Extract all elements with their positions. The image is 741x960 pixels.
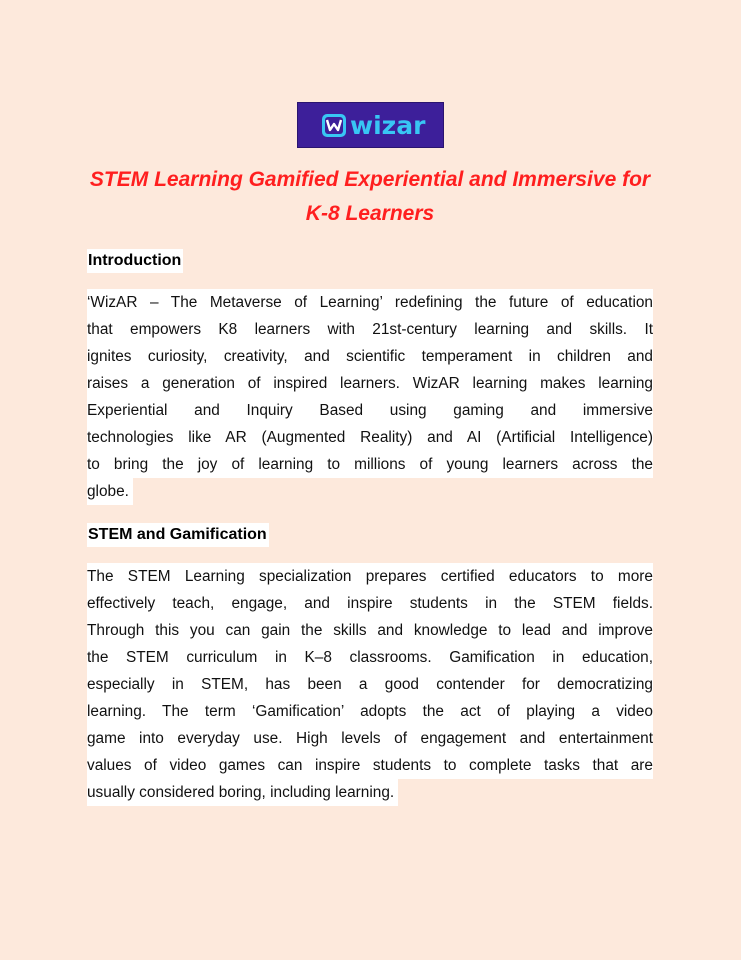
paragraph-line: ignites curiosity, creativity, and scientific temperament in children and — [87, 343, 653, 370]
paragraph-line: usually considered boring, including learning. — [87, 779, 398, 806]
paragraph-line: values of video games can inspire students to complete tasks that are — [87, 752, 653, 779]
paragraph-line: Through this you can gain the skills and knowledge to lead and improve — [87, 617, 653, 644]
paragraph-line: ‘WizAR – The Metaverse of Learning’ redefining the future of education — [87, 289, 653, 316]
paragraph-line: that empowers K8 learners with 21st-century learning and skills. It — [87, 316, 653, 343]
logo-text: wizar — [350, 111, 426, 140]
title-line-2: K-8 Learners — [305, 202, 435, 225]
paragraph-line: The STEM Learning specialization prepares certified educators to more — [87, 563, 653, 590]
paragraph-line: technologies like AR (Augmented Reality) and AI (Artificial Intelligence) — [87, 424, 653, 451]
paragraph-line: to bring the joy of learning to millions of young learners across the — [87, 451, 653, 478]
paragraph-line: effectively teach, engage, and inspire students in the STEM fields. — [87, 590, 653, 617]
paragraph-line: Experiential and Inquiry Based using gaming and immersive — [87, 397, 653, 424]
wizar-mark-icon — [298, 103, 445, 149]
document-title — [60, 163, 680, 231]
stem-gamification-paragraph — [87, 563, 653, 811]
paragraph-line: especially in STEM, has been a good contender for democratizing — [87, 671, 653, 698]
heading-stem-and-gamification: STEM and Gamification — [87, 523, 269, 547]
heading-introduction: Introduction — [87, 249, 183, 273]
paragraph-line: game into everyday use. High levels of engagement and entertainment — [87, 725, 653, 752]
wizar-logo — [297, 102, 444, 148]
paragraph-line: the STEM curriculum in K–8 classrooms. Gamification in education, — [87, 644, 653, 671]
introduction-paragraph — [87, 289, 653, 510]
paragraph-line: learning. The term ‘Gamification’ adopts the act of playing a video — [87, 698, 653, 725]
paragraph-line: globe. — [87, 478, 133, 505]
paragraph-line: raises a generation of inspired learners. WizAR learning makes learning — [87, 370, 653, 397]
title-line-1: STEM Learning Gamified Experiential and Immersive for — [89, 168, 651, 191]
